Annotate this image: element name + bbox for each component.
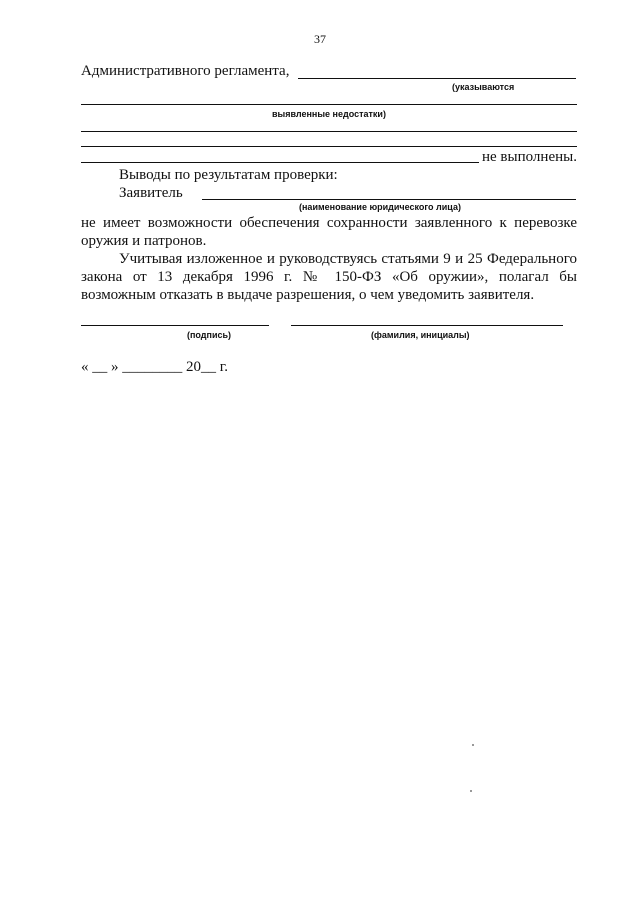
not-fulfilled-text: не выполнены. [482,149,577,165]
regulation-text: Административного регламента, [81,63,290,79]
hint-legal-entity: (наименование юридического лица) [299,202,461,212]
fill-line-applicant [202,199,576,200]
para1-line1: не имеет возможности обеспечения сохранности заявленного к перевозке [81,215,577,231]
fill-line-regulation [298,78,576,79]
fill-line-defects-3 [81,146,577,147]
para2-line3: возможным отказать в выдаче разрешения, о чем уведомить заявителя. [81,287,535,303]
para1-line2: оружия и патронов. [81,233,207,249]
page-number: 37 [314,32,326,46]
hint-signature: (подпись) [187,330,232,340]
fill-line-defects-4 [81,162,479,163]
scan-speck [470,790,472,792]
hint-defects: выявленные недостатки) [272,109,386,119]
conclusions-heading: Выводы по результатам проверки: [119,167,338,183]
fill-line-defects-2 [81,131,577,132]
para2-line1: Учитывая изложенное и руководствуясь статьями 9 и 25 Федерального [119,251,577,267]
hint-name: (фамилия, инициалы) [371,330,470,340]
applicant-label: Заявитель [119,185,183,201]
fill-line-name [291,325,563,326]
fill-line-signature [81,325,269,326]
scan-speck [472,744,474,746]
fill-line-defects-1 [81,104,577,105]
para2-line2: закона от 13 декабря 1996 г. № 150-ФЗ «Об оружии», полагал бы [81,269,577,285]
hint-indicated: (указываются [452,82,515,92]
date-line: « __ » ________ 20__ г. [81,359,228,375]
